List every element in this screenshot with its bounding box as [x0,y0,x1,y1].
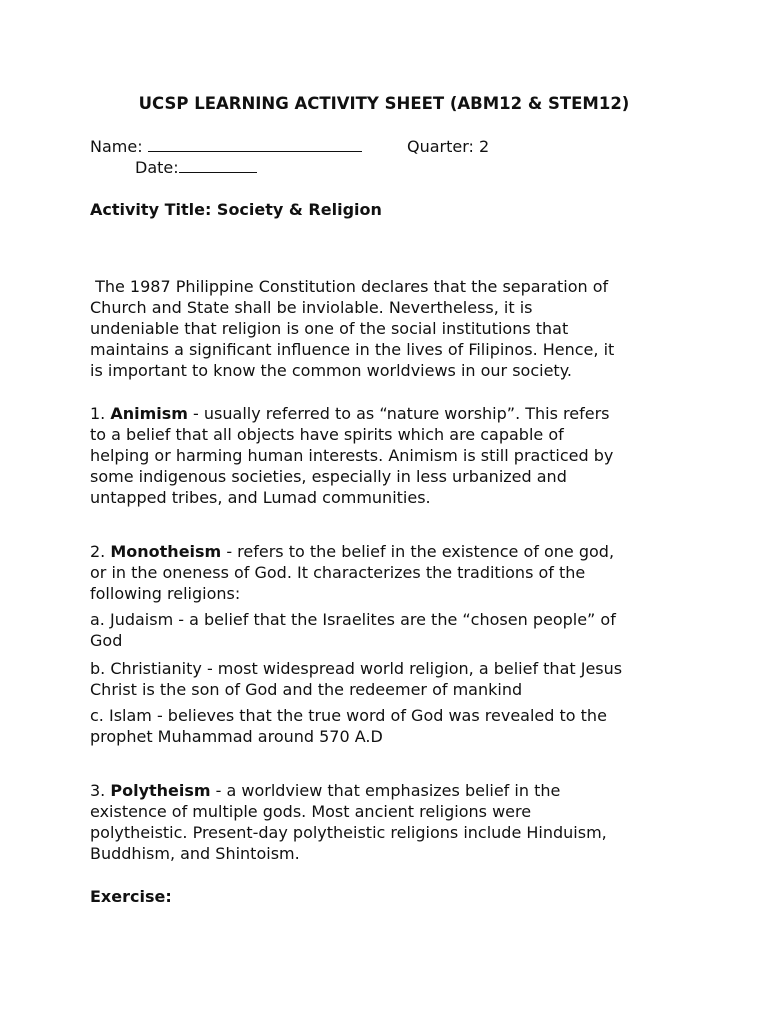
monotheism-number: 2. [90,542,111,561]
judaism-line: a. Judaism - a belief that the Israelites are the “chosen people” of [90,610,616,629]
activity-title: Activity Title: Society & Religion [90,200,382,219]
intro-line: is important to know the common worldviews in our society. [90,361,572,380]
monotheism-line: or in the oneness of God. It characterizes the traditions of the [90,563,586,582]
islam-line: c. Islam - believes that the true word of God was revealed to the [90,706,607,725]
sheet-title: UCSP LEARNING ACTIVITY SHEET (ABM12 & STEM12) [138,94,630,113]
intro-line: The 1987 Philippine Constitution declares that the separation of [90,277,609,296]
monotheism-line: - refers to the belief in the existence of one god, [221,542,615,561]
polytheism-line: polytheistic. Present-day polytheistic religions include Hinduism, [90,823,607,842]
exercise-heading: Exercise: [90,887,172,906]
animism-line: to a belief that all objects have spirits which are capable of [90,425,564,444]
intro-paragraph [90,276,680,381]
intro-line: undeniable that religion is one of the social institutions that [90,319,569,338]
polytheism-line: Buddhism, and Shintoism. [90,844,300,863]
christianity-line: Christ is the son of God and the redeemer of mankind [90,680,523,699]
animism-line: helping or harming human interests. Animism is still practiced by [90,446,614,465]
animism-section [90,403,680,508]
name-label: Name: [90,137,143,156]
monotheism-term: Monotheism [110,542,222,561]
date-label: Date: [135,158,179,177]
polytheism-line: existence of multiple gods. Most ancient religions were [90,802,532,821]
animism-line: - usually referred to as “nature worship”. This refers [187,404,610,423]
islam-item [90,705,680,747]
monotheism-section [90,541,680,604]
date-blank-field[interactable] [179,158,257,173]
christianity-item [90,658,680,700]
polytheism-section [90,780,680,864]
date-row [135,157,257,178]
polytheism-term: Polytheism [110,781,211,800]
animism-number: 1. [90,404,111,423]
animism-line: some indigenous societies, especially in less urbanized and [90,467,567,486]
judaism-line: God [90,631,123,650]
animism-line: untapped tribes, and Lumad communities. [90,488,431,507]
islam-line: prophet Muhammad around 570 A.D [90,727,383,746]
name-row [90,136,362,157]
polytheism-line: - a worldview that emphasizes belief in the [210,781,561,800]
judaism-item [90,609,680,651]
name-blank-field[interactable] [148,137,362,152]
christianity-line: b. Christianity - most widespread world religion, a belief that Jesus [90,659,623,678]
monotheism-line: following religions: [90,584,241,603]
animism-term: Animism [110,404,188,423]
intro-line: Church and State shall be inviolable. Nevertheless, it is [90,298,533,317]
quarter-label: Quarter: 2 [407,137,490,156]
intro-line: maintains a significant influence in the lives of Filipinos. Hence, it [90,340,615,359]
polytheism-number: 3. [90,781,111,800]
